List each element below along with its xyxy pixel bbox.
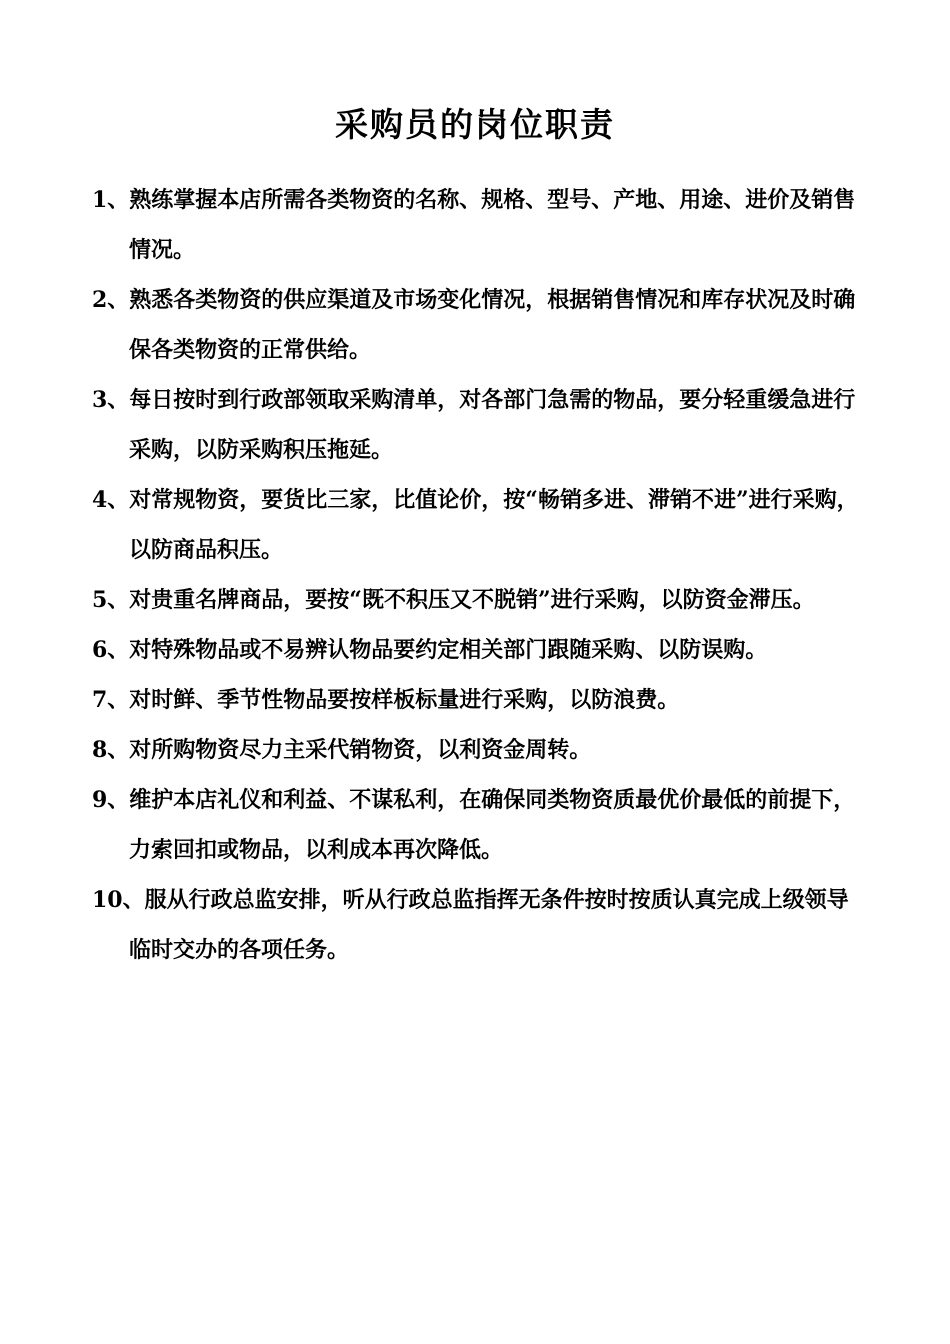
duty-item-2: 2、熟悉各类物资的供应渠道及市场变化情况，根据销售情况和库存状况及时确保各类物资的正常供给。 — [92, 287, 856, 363]
document-title: 采购员的岗位职责 — [335, 105, 615, 144]
duty-item-9: 9、维护本店礼仪和利益、不谋私利，在确保同类物资质最优价最低的前提下，力索回扣或物品，以利成本再次降低。 — [92, 787, 856, 863]
duty-item-3: 3、每日按时到行政部领取采购清单，对各部门急需的物品，要分轻重缓急进行采购，以防采购积压拖延。 — [92, 387, 856, 463]
duty-list — [92, 175, 862, 975]
duty-item-6: 6、对特殊物品或不易辨认物品要约定相关部门跟随采购、以防误购。 — [92, 637, 768, 663]
duty-item-10: 10、服从行政总监安排，听从行政总监指挥无条件按时按质认真完成上级领导临时交办的各项任务。 — [92, 887, 849, 963]
duty-item-1: 1、熟练掌握本店所需各类物资的名称、规格、型号、产地、用途、进价及销售情况。 — [92, 187, 856, 263]
duty-item-7: 7、对时鲜、季节性物品要按样板标量进行采购，以防浪费。 — [92, 687, 680, 713]
duty-item-4: 4、对常规物资，要货比三家，比值论价，按“畅销多进、滞销不进”进行采购，以防商品积压。 — [92, 487, 859, 563]
duty-item-8: 8、对所购物资尽力主采代销物资，以利资金周转。 — [92, 737, 592, 763]
duty-item-5: 5、对贵重名牌商品，要按“既不积压又不脱销”进行采购，以防资金滞压。 — [92, 587, 815, 613]
